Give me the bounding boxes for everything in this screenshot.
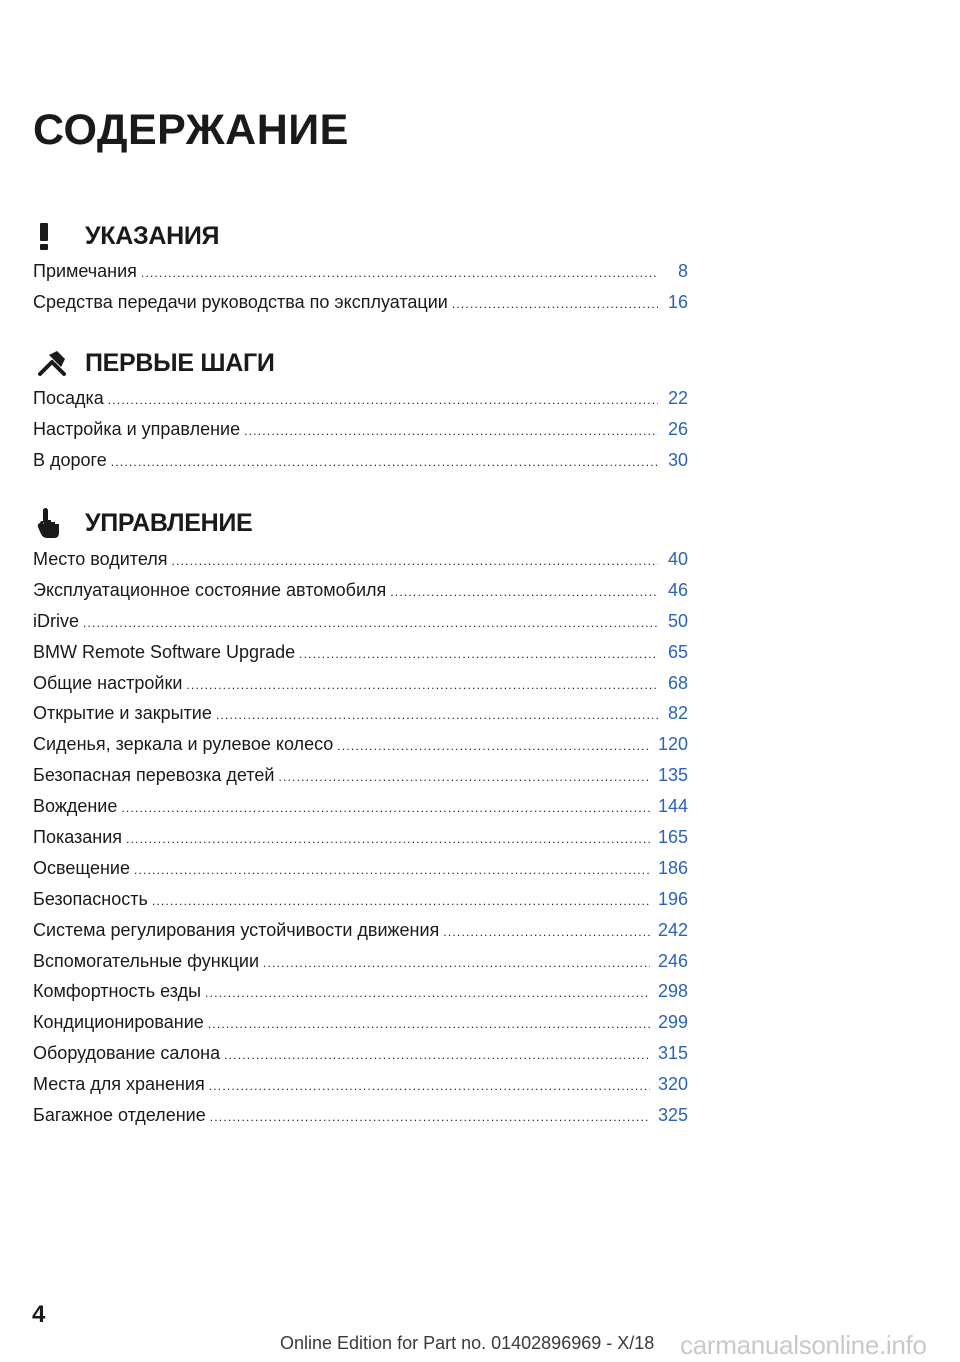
dot-leader	[141, 258, 658, 289]
section-first-steps	[33, 343, 688, 476]
toc-entry-label: Места для хранения	[33, 1074, 205, 1095]
footer-edition: Online Edition for Part no. 01402896969 - X/18	[280, 1333, 655, 1353]
toc-entry[interactable]	[33, 884, 688, 915]
dot-leader	[205, 978, 650, 1009]
toc-entry-page-link[interactable]: 315	[657, 1043, 688, 1064]
toc-entry-page-link[interactable]: 325	[657, 1105, 688, 1126]
toc-entry-page-link[interactable]: 22	[667, 388, 688, 408]
toc-entry[interactable]	[33, 1038, 688, 1069]
toc-entry[interactable]	[33, 668, 688, 699]
section-controls	[33, 503, 688, 1131]
exclamation-icon	[33, 218, 75, 254]
toc-entry[interactable]	[33, 606, 688, 637]
toc-entry[interactable]	[33, 822, 688, 853]
toc-entry-label: BMW Remote Software Upgrade	[33, 641, 296, 662]
toc-entry[interactable]	[33, 698, 688, 729]
toc-entry-page-link[interactable]: 68	[667, 672, 688, 693]
toc-entry-label: Комфортность езды	[33, 981, 202, 1002]
toc-entry-label: Показания	[33, 827, 123, 848]
toc-entry-label: Место водителя	[33, 549, 168, 569]
dot-leader	[126, 824, 650, 855]
toc-entry-label: Багажное отделение	[33, 1105, 206, 1126]
toc-entry-page-link[interactable]: 144	[657, 796, 688, 817]
toc-entry[interactable]	[33, 1069, 688, 1100]
toc-entry[interactable]	[33, 256, 688, 287]
toc-entry[interactable]	[33, 383, 688, 414]
toc-entry-page-link[interactable]: 82	[667, 703, 688, 724]
toc-entry-label: Посадка	[33, 388, 104, 408]
toc-entry-label: Примечания	[33, 261, 137, 281]
dot-leader	[244, 416, 658, 447]
toc-entry-label: Общие настройки	[33, 672, 183, 693]
section-notes	[33, 216, 688, 318]
toc-entry[interactable]	[33, 287, 688, 318]
toc-entry[interactable]	[33, 976, 688, 1007]
hand-pointer-icon	[33, 505, 75, 541]
toc-entry[interactable]	[33, 915, 688, 946]
section-header	[33, 503, 688, 543]
toc-entry-page-link[interactable]: 135	[657, 765, 688, 786]
section-header	[33, 343, 688, 383]
toc-entry[interactable]	[33, 637, 688, 668]
toc-entry-page-link[interactable]: 30	[667, 449, 688, 470]
dot-leader	[108, 385, 658, 416]
toc-entry[interactable]	[33, 575, 688, 606]
toc-list	[33, 544, 688, 1131]
dot-leader	[134, 855, 650, 886]
toc-entry-page-link[interactable]: 50	[667, 610, 688, 631]
page-title: СОДЕРЖАНИЕ	[33, 106, 349, 154]
toc-entry-page-link[interactable]: 46	[667, 579, 688, 600]
dot-leader	[443, 917, 650, 948]
toc-entry-label: Безопасная перевозка детей	[33, 765, 275, 786]
section-title: УПРАВЛЕНИЕ	[85, 508, 253, 537]
dot-leader	[209, 1071, 650, 1102]
toc-entry[interactable]	[33, 853, 688, 884]
dot-leader	[186, 670, 658, 701]
toc-entry-page-link[interactable]: 320	[657, 1074, 688, 1095]
toc-entry[interactable]	[33, 1007, 688, 1038]
section-title: УКАЗАНИЯ	[85, 221, 220, 250]
dot-leader	[337, 731, 650, 762]
toc-entry-page-link[interactable]: 242	[657, 919, 688, 940]
section-title: ПЕРВЫЕ ШАГИ	[85, 348, 275, 377]
toc-entry[interactable]	[33, 946, 688, 977]
dot-leader	[172, 546, 659, 577]
toc-entry-label: В дороге	[33, 449, 107, 470]
dot-leader	[121, 793, 650, 824]
toc-entry-label: iDrive	[33, 610, 80, 631]
toc-entry[interactable]	[33, 544, 688, 575]
dot-leader	[452, 289, 658, 320]
toc-entry-page-link[interactable]: 246	[657, 950, 688, 971]
toc-entry-page-link[interactable]: 120	[657, 734, 688, 755]
toc-entry-page-link[interactable]: 299	[657, 1012, 688, 1033]
toc-entry-label: Освещение	[33, 857, 130, 878]
dot-leader	[111, 447, 658, 478]
toc-entry-label: Настройка и управление	[33, 418, 241, 439]
toc-entry-page-link[interactable]: 65	[667, 641, 688, 662]
toc-entry-label: Система регулирования устойчивости движения	[33, 919, 440, 940]
toc-entry-label: Вождение	[33, 796, 118, 817]
dot-leader	[263, 948, 650, 979]
toc-entry[interactable]	[33, 729, 688, 760]
dot-leader	[216, 700, 658, 731]
toc-entry[interactable]	[33, 445, 688, 476]
toc-entry-page-link[interactable]: 186	[657, 857, 688, 878]
dot-leader	[390, 577, 658, 608]
section-header	[33, 216, 688, 256]
toc-entry-page-link[interactable]: 8	[677, 261, 688, 281]
toc-entry-label: Сиденья, зеркала и рулевое колесо	[33, 734, 334, 755]
dot-leader	[208, 1009, 650, 1040]
toc-entry-label: Средства передачи руководства по эксплуатации	[33, 291, 448, 312]
toc-entry-page-link[interactable]: 26	[667, 418, 688, 439]
toc-entry-page-link[interactable]: 196	[657, 888, 688, 909]
dot-leader	[152, 886, 650, 917]
toc-entry-label: Безопасность	[33, 888, 148, 909]
toc-entry-page-link[interactable]: 16	[667, 291, 688, 312]
toc-entry-label: Оборудование салона	[33, 1043, 221, 1064]
toc-entry[interactable]	[33, 791, 688, 822]
dot-leader	[278, 762, 650, 793]
toc-entry-label: Вспомогательные функции	[33, 950, 260, 971]
toc-entry[interactable]	[33, 760, 688, 791]
toc-entry-label: Эксплуатационное состояние автомобиля	[33, 579, 387, 600]
toc-entry-page-link[interactable]: 298	[657, 981, 688, 1002]
toc-entry[interactable]	[33, 1100, 688, 1131]
toc-entry-page-link[interactable]: 165	[657, 827, 688, 848]
dot-leader	[83, 608, 658, 639]
toc-entry[interactable]	[33, 414, 688, 445]
toc-entry-label: Кондиционирование	[33, 1012, 204, 1033]
wrench-hammer-icon	[33, 345, 75, 381]
dot-leader	[224, 1040, 650, 1071]
dot-leader	[210, 1102, 650, 1133]
page-number: 4	[32, 1301, 46, 1328]
toc-entry-page-link[interactable]: 40	[667, 549, 688, 569]
toc-entry-label: Открытие и закрытие	[33, 703, 212, 724]
dot-leader	[299, 639, 658, 670]
watermark: carmanualsonline.info	[680, 1330, 927, 1360]
